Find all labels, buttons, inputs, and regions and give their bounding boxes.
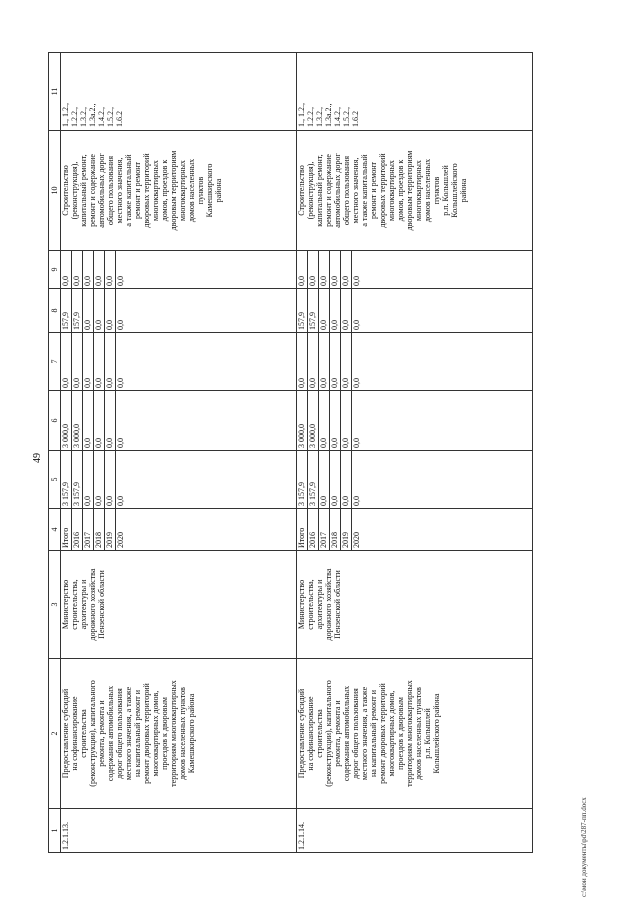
name-line: строительства: [315, 709, 324, 758]
c6-value: 3 000,0: [61, 391, 72, 450]
result-line: дворовым территориям: [405, 150, 414, 231]
result-line: Камешкирского: [205, 163, 214, 218]
c8-value: 0,0: [83, 289, 94, 332]
name-line: домов населенных пунктов: [178, 687, 187, 780]
table-row: [61, 53, 297, 853]
indicators-line: 1., 1.2.,: [61, 103, 70, 127]
executor: [61, 551, 297, 659]
name-line: дорог общего пользования: [351, 688, 360, 779]
name-line: р.п. Колышлей: [423, 708, 432, 759]
name-line: строительства: [79, 709, 88, 758]
name-line: на софинансирование: [306, 696, 315, 771]
funding-local: [297, 289, 533, 333]
indicators: [61, 53, 297, 131]
executor-line: архитектуры и: [315, 579, 324, 630]
years-value: 2018: [94, 509, 105, 550]
indicators-line: 1.2.2.,: [70, 107, 79, 127]
funding-federal: [297, 333, 533, 391]
c9-value: 0,0: [341, 251, 352, 288]
item-code: 1.2.1.14.: [297, 809, 533, 853]
funding-regional: [61, 391, 297, 451]
c5-value: 0,0: [94, 451, 105, 508]
result-line: района: [459, 178, 468, 203]
years-value: 2017: [83, 509, 94, 550]
result-line: р.п. Колышлей: [441, 165, 450, 216]
years-value: 2016: [308, 509, 319, 550]
result-line: капитальный ремонт,: [79, 154, 88, 227]
program-table: [48, 52, 533, 853]
name-line: территориям многоквартирных: [169, 680, 178, 787]
c6-value: 0,0: [83, 391, 94, 450]
result-line: Строительство: [61, 165, 70, 216]
indicators-line: 1.3а.2.,: [324, 103, 333, 127]
result-line: района: [214, 178, 223, 203]
funding-total: [297, 451, 533, 509]
indicators-line: 1.3а.2.,: [88, 103, 97, 127]
col-header: 3: [49, 551, 61, 659]
c5-value: 3 157,9: [308, 451, 319, 508]
c7-value: 0,0: [352, 378, 361, 388]
name-line: территориям многоквартирных: [405, 680, 414, 787]
years-value: 2020: [116, 532, 125, 548]
name-line: Колышлейского района: [432, 693, 441, 774]
result-line: многоквартирных: [387, 160, 396, 221]
c8-value: 157,9: [61, 289, 72, 332]
c5-value: 3 157,9: [72, 451, 83, 508]
name-line: на капитальный ремонт и: [369, 689, 378, 778]
indicators-line: 1., 1.2.,: [297, 103, 306, 127]
result-line: ремонт и ремонт: [133, 161, 142, 220]
c5-value: 3 157,9: [61, 451, 72, 508]
name-line: дорог общего пользования: [115, 688, 124, 779]
years: [61, 509, 297, 551]
executor-line: Министерство: [61, 579, 70, 630]
indicators-line: 1.4.2.,: [333, 107, 342, 127]
result-line: (реконструкция),: [70, 161, 79, 220]
col-header: 4: [49, 509, 61, 551]
c8-value: 157,9: [72, 289, 83, 332]
executor-line: архитектуры и: [79, 579, 88, 630]
c8-value: 0,0: [105, 289, 116, 332]
c7-value: 0,0: [105, 333, 116, 390]
col-header: 7: [49, 333, 61, 391]
indicators-line: 1.5.2.,: [106, 107, 115, 127]
result-line: Строительство: [297, 165, 306, 216]
c9-value: 0,0: [83, 251, 94, 288]
col-header: 11: [49, 53, 61, 131]
c9-value: 0,0: [94, 251, 105, 288]
c7-value: 0,0: [116, 378, 125, 388]
years-value: 2017: [319, 509, 330, 550]
c6-value: 3 000,0: [308, 391, 319, 450]
name-line: на капитальный ремонт и: [133, 689, 142, 778]
result-line: дворовых территорий: [142, 153, 151, 228]
result-line: (реконструкция),: [306, 161, 315, 220]
years-value: 2019: [105, 509, 116, 550]
result-line: многоквартирных: [151, 160, 160, 221]
col-header: 10: [49, 131, 61, 251]
c9-value: 0,0: [116, 276, 125, 286]
result-line: Колышлейского: [450, 163, 459, 218]
c5-value: 3 157,9: [297, 451, 308, 508]
name-line: ремонта, ремонта и: [97, 700, 106, 767]
expected-result: [297, 131, 533, 251]
name-line: содержания автомобильных: [342, 685, 351, 782]
result-line: домов населенных: [423, 158, 432, 223]
executor-line: дорожного хозяйства: [88, 568, 97, 641]
col-header: 1: [49, 809, 61, 853]
indicators: [297, 53, 533, 131]
result-line: общего пользования: [106, 155, 115, 226]
years: [297, 509, 533, 551]
result-line: многоквартирных: [414, 160, 423, 221]
c7-value: 0,0: [319, 333, 330, 390]
c8-value: 0,0: [319, 289, 330, 332]
result-line: домов, проездов к: [160, 159, 169, 222]
funding-other: [61, 251, 297, 289]
result-line: ремонт и ремонт: [369, 161, 378, 220]
c5-value: 0,0: [341, 451, 352, 508]
c9-value: 0,0: [61, 251, 72, 288]
result-line: дворовым территориям: [169, 150, 178, 231]
executor: [297, 551, 533, 659]
c9-value: 0,0: [352, 276, 361, 286]
name-line: домов населенных пунктов: [414, 687, 423, 780]
c8-value: 0,0: [116, 320, 125, 330]
result-line: автомобильных дорог: [97, 153, 106, 228]
c8-value: 0,0: [341, 289, 352, 332]
executor-line: Пензенской области: [333, 570, 342, 639]
result-line: домов населенных: [187, 158, 196, 223]
years-value: 2019: [341, 509, 352, 550]
c8-value: 0,0: [352, 320, 361, 330]
name-line: содержания автомобильных: [106, 685, 115, 782]
result-line: капитальный ремонт,: [315, 154, 324, 227]
result-line: пунктов: [196, 176, 205, 205]
result-line: а также капитальный: [360, 154, 369, 227]
c8-value: 157,9: [297, 289, 308, 332]
executor-line: дорожного хозяйства: [324, 568, 333, 641]
indicators-line: 1.6.2: [351, 111, 360, 127]
result-line: домов, проездов к: [396, 159, 405, 222]
name-line: проездов к дворовым: [160, 697, 169, 770]
name-line: ремонт дворовых территорий: [142, 683, 151, 784]
col-header: 6: [49, 391, 61, 451]
name-line: (реконструкции), капитального: [88, 680, 97, 787]
result-line: дворовых территорий: [378, 153, 387, 228]
c6-value: 0,0: [352, 438, 361, 448]
name-line: многоквартирных домов,: [151, 690, 160, 777]
name-line: Предоставление субсидий: [297, 688, 306, 779]
c7-value: 0,0: [83, 333, 94, 390]
result-line: общего пользования: [342, 155, 351, 226]
result-line: местного значения,: [351, 157, 360, 224]
c8-value: 0,0: [94, 289, 105, 332]
c5-value: 0,0: [319, 451, 330, 508]
c9-value: 0,0: [297, 251, 308, 288]
executor-line: строительства,: [70, 579, 79, 630]
name-line: (реконструкции), капитального: [324, 680, 333, 787]
table-row: [297, 53, 533, 853]
col-header: 9: [49, 251, 61, 289]
c6-value: 0,0: [341, 391, 352, 450]
name-line: ремонта, ремонта и: [333, 700, 342, 767]
name-line: ремонт дворовых территорий: [378, 683, 387, 784]
name-line: Предоставление субсидий: [61, 688, 70, 779]
c7-value: 0,0: [297, 333, 308, 390]
indicators-line: 1.5.2.,: [342, 107, 351, 127]
name-line: местного значения, а также: [124, 686, 133, 781]
years-value: Итого: [61, 509, 72, 550]
result-line: ремонт и содержание: [88, 154, 97, 227]
col-header: 8: [49, 289, 61, 333]
funding-other: [297, 251, 533, 289]
c6-value: 0,0: [105, 391, 116, 450]
expected-result: [61, 131, 297, 251]
name-line: многоквартирных домов,: [387, 690, 396, 777]
executor-line: Министерство: [297, 579, 306, 630]
name-line: Камешкирского района: [187, 693, 196, 774]
c8-value: 0,0: [330, 289, 341, 332]
c6-value: 0,0: [319, 391, 330, 450]
c6-value: 3 000,0: [72, 391, 83, 450]
c5-value: 0,0: [330, 451, 341, 508]
c5-value: 0,0: [352, 496, 361, 506]
c6-value: 3 000,0: [297, 391, 308, 450]
funding-total: [61, 451, 297, 509]
indicators-line: 1.3.2.,: [315, 107, 324, 127]
result-line: местного значения,: [115, 157, 124, 224]
c8-value: 157,9: [308, 289, 319, 332]
indicators-line: 1.2.2.,: [306, 107, 315, 127]
years-value: 2018: [330, 509, 341, 550]
c5-value: 0,0: [105, 451, 116, 508]
c9-value: 0,0: [319, 251, 330, 288]
result-line: пунктов: [432, 176, 441, 205]
header-row: [49, 53, 61, 853]
c9-value: 0,0: [72, 251, 83, 288]
c5-value: 0,0: [83, 451, 94, 508]
name-line: проездов к дворовым: [396, 697, 405, 770]
indicators-line: 1.3.2.,: [79, 107, 88, 127]
name-line: местного значения, а также: [360, 686, 369, 781]
c9-value: 0,0: [105, 251, 116, 288]
result-line: ремонт и содержание: [324, 154, 333, 227]
result-line: а также капитальный: [124, 154, 133, 227]
c7-value: 0,0: [341, 333, 352, 390]
c7-value: 0,0: [308, 333, 319, 390]
c7-value: 0,0: [330, 333, 341, 390]
col-header: 2: [49, 659, 61, 809]
funding-regional: [297, 391, 533, 451]
result-line: многоквартирных: [178, 160, 187, 221]
c6-value: 0,0: [330, 391, 341, 450]
years-value: Итого: [297, 509, 308, 550]
c6-value: 0,0: [94, 391, 105, 450]
measure-name: [297, 659, 533, 809]
funding-local: [61, 289, 297, 333]
c9-value: 0,0: [330, 251, 341, 288]
indicators-line: 1.6.2: [115, 111, 124, 127]
result-line: автомобильных дорог: [333, 153, 342, 228]
item-code: 1.2.1.13.: [61, 809, 297, 853]
c7-value: 0,0: [94, 333, 105, 390]
funding-federal: [61, 333, 297, 391]
c9-value: 0,0: [308, 251, 319, 288]
c7-value: 0,0: [61, 333, 72, 390]
indicators-line: 1.4.2.,: [97, 107, 106, 127]
page-number: 49: [32, 453, 43, 463]
c6-value: 0,0: [116, 438, 125, 448]
footer-file-path: c:\мои документы\pd\287-пп.docx: [580, 797, 588, 897]
c7-value: 0,0: [72, 333, 83, 390]
years-value: 2020: [352, 532, 361, 548]
c5-value: 0,0: [116, 496, 125, 506]
years-value: 2016: [72, 509, 83, 550]
executor-line: строительства,: [306, 579, 315, 630]
executor-line: Пензенской области: [97, 570, 106, 639]
col-header: 5: [49, 451, 61, 509]
measure-name: [61, 659, 297, 809]
name-line: на софинансирование: [70, 696, 79, 771]
